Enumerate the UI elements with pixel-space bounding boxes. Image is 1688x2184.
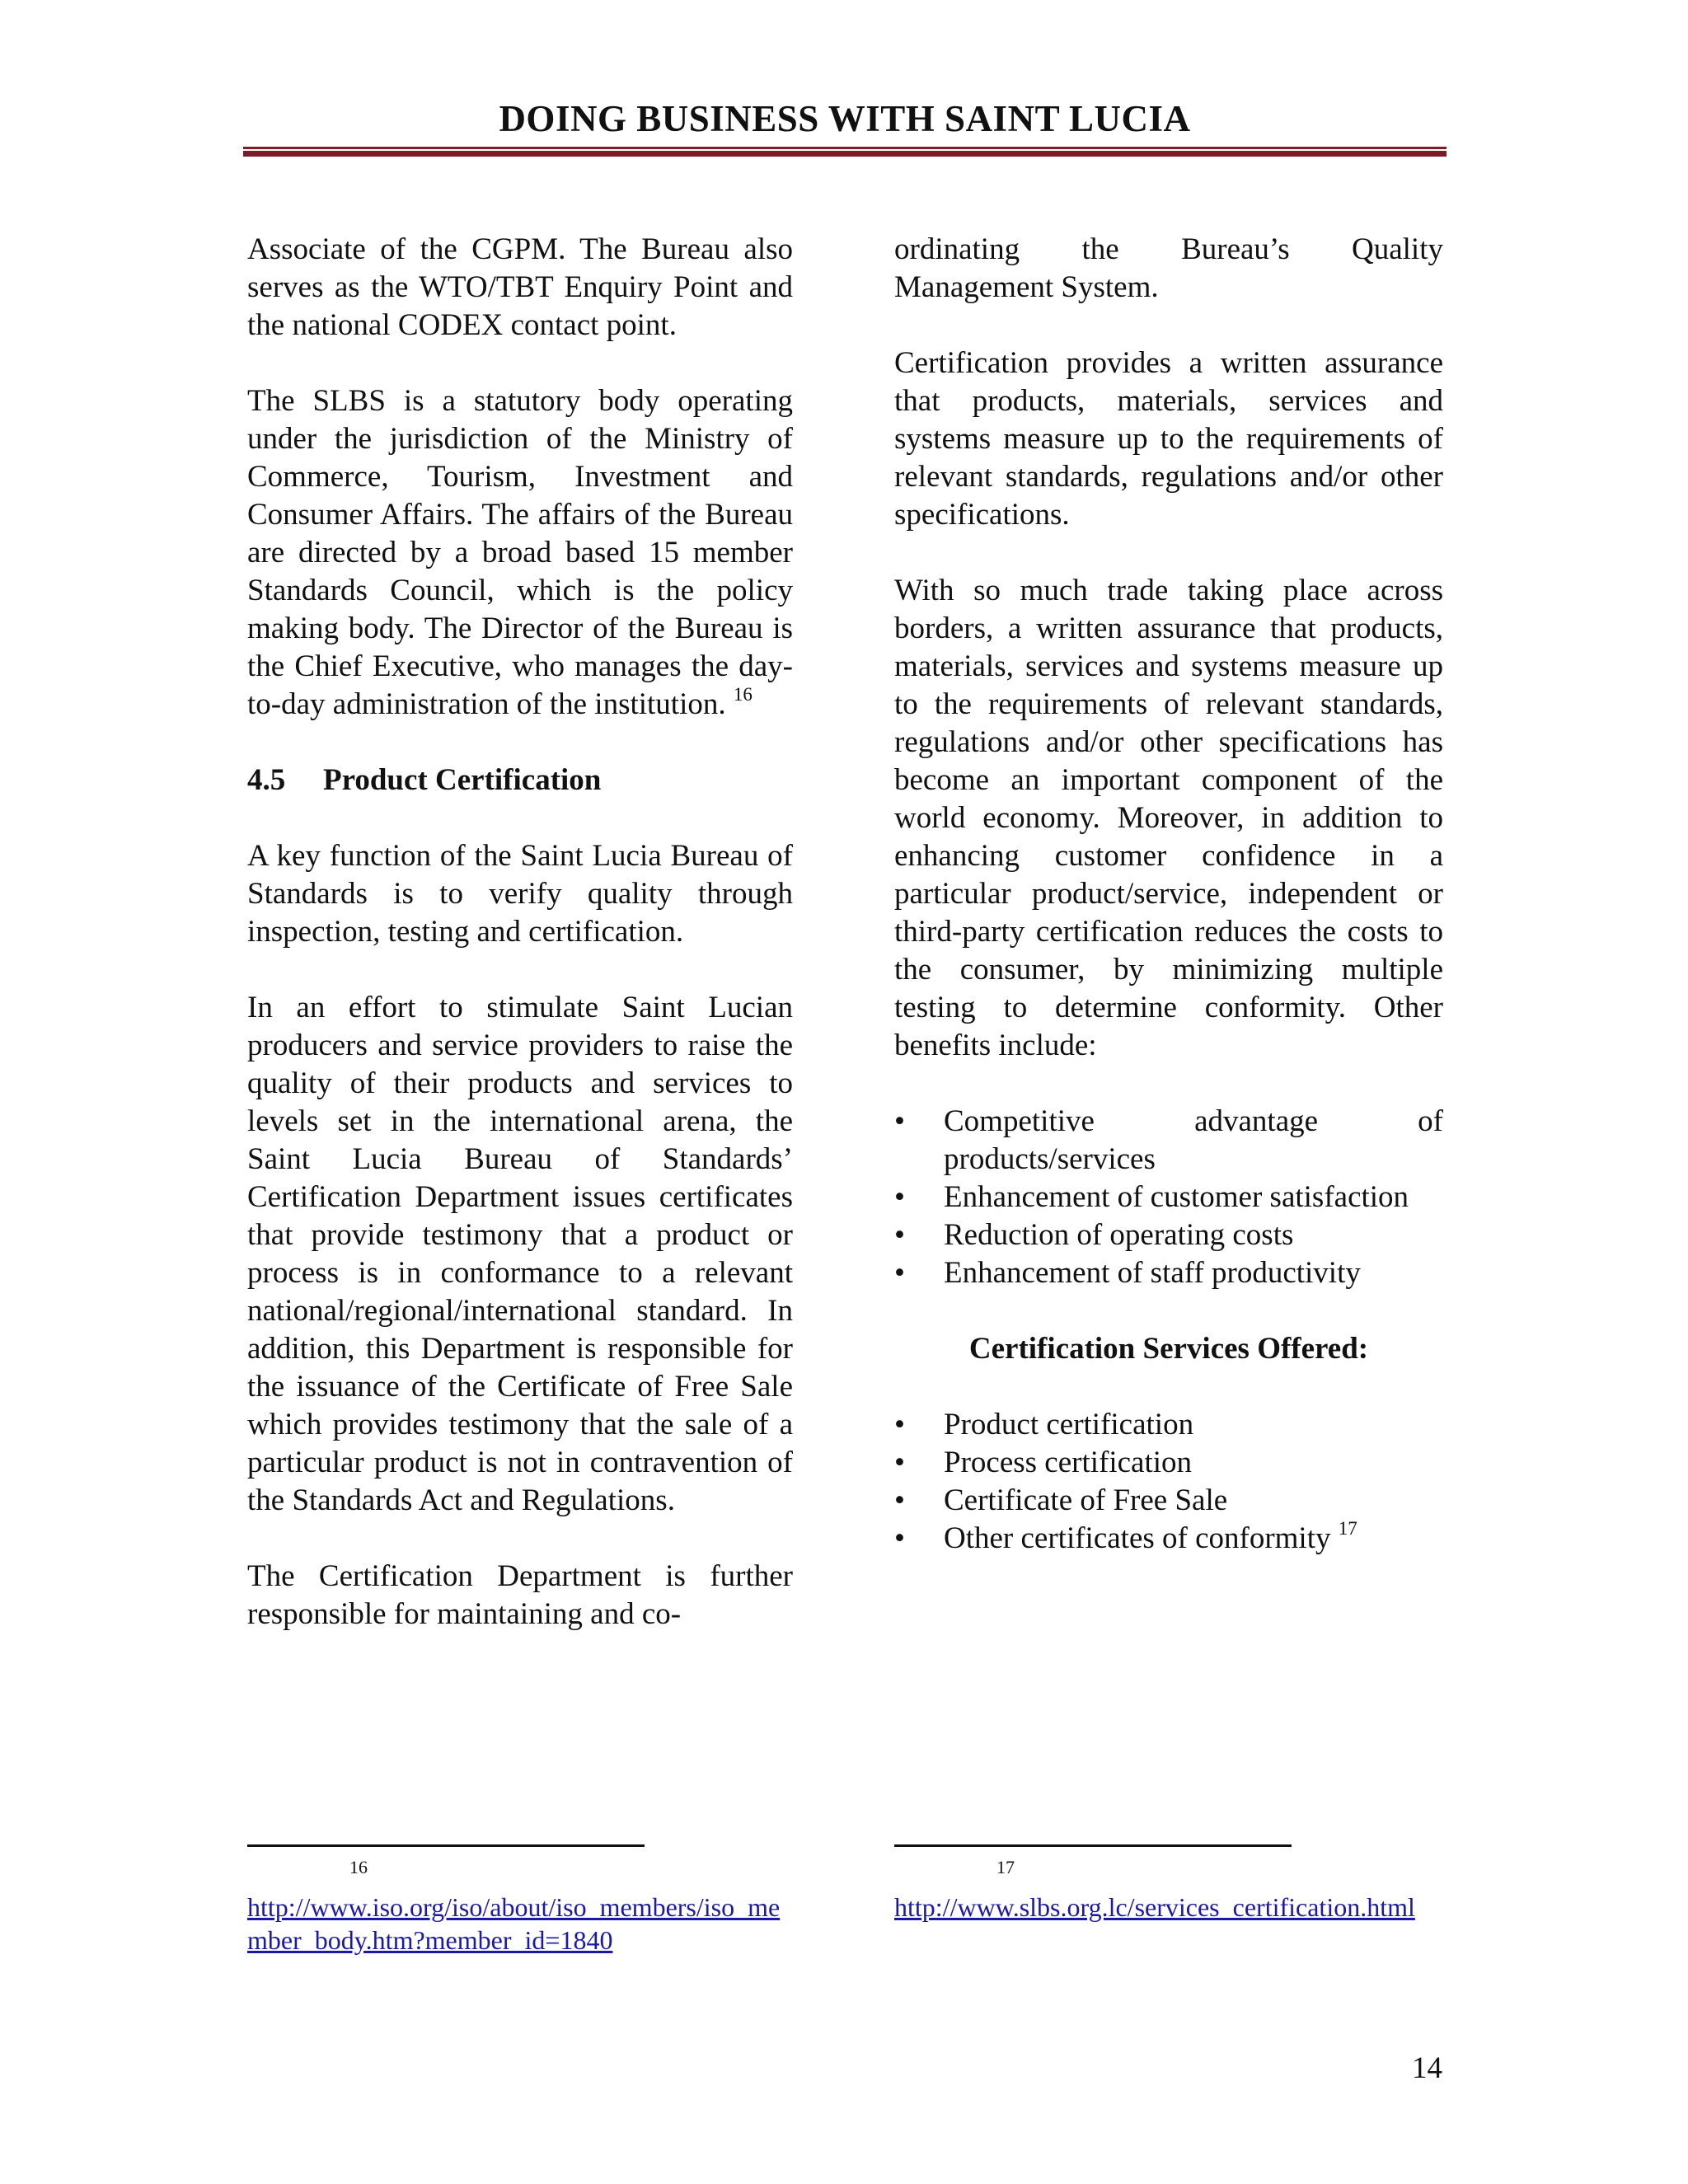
list-item: • Enhancement of customer satisfaction: [894, 1179, 1443, 1216]
header-rule-thick: [243, 151, 1447, 157]
right-paragraph-2: Certification provides a written assurance that products, materials, services and systems measure up to the requirements of relevant standards, regulations and/or other specifications.: [894, 346, 1443, 532]
right-paragraph-3: With so much trade taking place across borders, a written assurance that products, materials, services and systems measure up to the requirements of relevant standards, regulations and/or other specifications has become an important component of the world economy. Moreover, in addition to enhancing customer confidence in a particular product/service, independent or third-party certification reduces the costs to the consumer, by minimizing multiple testing to determine conformity. Other benefits include:: [894, 574, 1443, 1062]
right-paragraph-1: ordinating the Bureau’s Quality Management System.: [894, 232, 1443, 304]
list-item: [894, 1520, 1443, 1558]
header-rule: [243, 147, 1447, 157]
section-title: Product Certification: [323, 763, 602, 797]
benefits-list: [894, 1103, 1443, 1292]
section-number: 4.5: [247, 763, 286, 797]
list-item: • Reduction of operating costs: [894, 1216, 1443, 1254]
left-paragraph-1: Associate of the CGPM. The Bureau also serves as the WTO/TBT Enquiry Point and the national CODEX contact point.: [247, 232, 793, 342]
list-item: • Competitive advantage of products/services: [894, 1103, 1443, 1179]
footnote-rule-left: [247, 1844, 645, 1847]
left-column: [247, 231, 793, 1633]
services-list: [894, 1406, 1443, 1558]
list-item: • Certificate of Free Sale: [894, 1482, 1443, 1520]
left-paragraph-2-text: The SLBS is a statutory body operating under the jurisdiction of the Ministry of Commerce, Tourism, Investment and Consumer Affairs. The affairs of the Bureau are directed by a broad based 15 member Standards Council, which is the policy making body. The Director of the Bureau is the Chief Executive, who manages the day-to-day administration of the institution.: [247, 384, 793, 721]
header-rule-thin: [243, 147, 1447, 149]
footnote-ref-17[interactable]: 17: [1338, 1518, 1357, 1539]
list-item: • Enhancement of staff productivity: [894, 1254, 1443, 1292]
left-paragraph-4: In an effort to stimulate Saint Lucian producers and service providers to raise the quality of their products and services to levels set in the international arena, the Saint Lucia Bureau of Standards’ Certification Department issues certificates that provide testimony that a product or process is in conformance to a relevant national/regional/international standard. In addition, this Department is responsible for the issuance of the Certificate of Free Sale which provides testimony that the sale of a particular product is not in contravention of the Standards Act and Regulations.: [247, 991, 793, 1517]
list-item: • Process certification: [894, 1444, 1443, 1482]
footnote-rule-right: [894, 1844, 1292, 1847]
left-paragraph-3: A key function of the Saint Lucia Bureau of Standards is to verify quality through inspection, testing and certification.: [247, 839, 793, 949]
left-paragraph-5: The Certification Department is further responsible for maintaining and co-: [247, 1559, 793, 1631]
service-item-text: Other certificates of conformity: [944, 1521, 1331, 1555]
footnote-ref-16[interactable]: 16: [733, 684, 753, 705]
page-header-title: DOING BUSINESS WITH SAINT LUCIA: [499, 98, 1191, 139]
left-paragraph-2: [247, 382, 793, 724]
right-column: [894, 231, 1443, 1596]
footnote-link-17[interactable]: http://www.slbs.org.lc/services_certification.html: [894, 1892, 1415, 1922]
footnote-link-16[interactable]: http://www.iso.org/iso/about/iso_members/iso_member_body.htm?member_id=1840: [247, 1892, 781, 1955]
services-heading: Certification Services Offered:: [968, 1332, 1369, 1366]
section-heading: [247, 762, 793, 799]
footnote-number-17: 17: [996, 1857, 1015, 1877]
list-item: • Product certification: [894, 1406, 1443, 1444]
footnote-number-16: 16: [349, 1857, 368, 1877]
page-number: 14: [1412, 2051, 1442, 2085]
